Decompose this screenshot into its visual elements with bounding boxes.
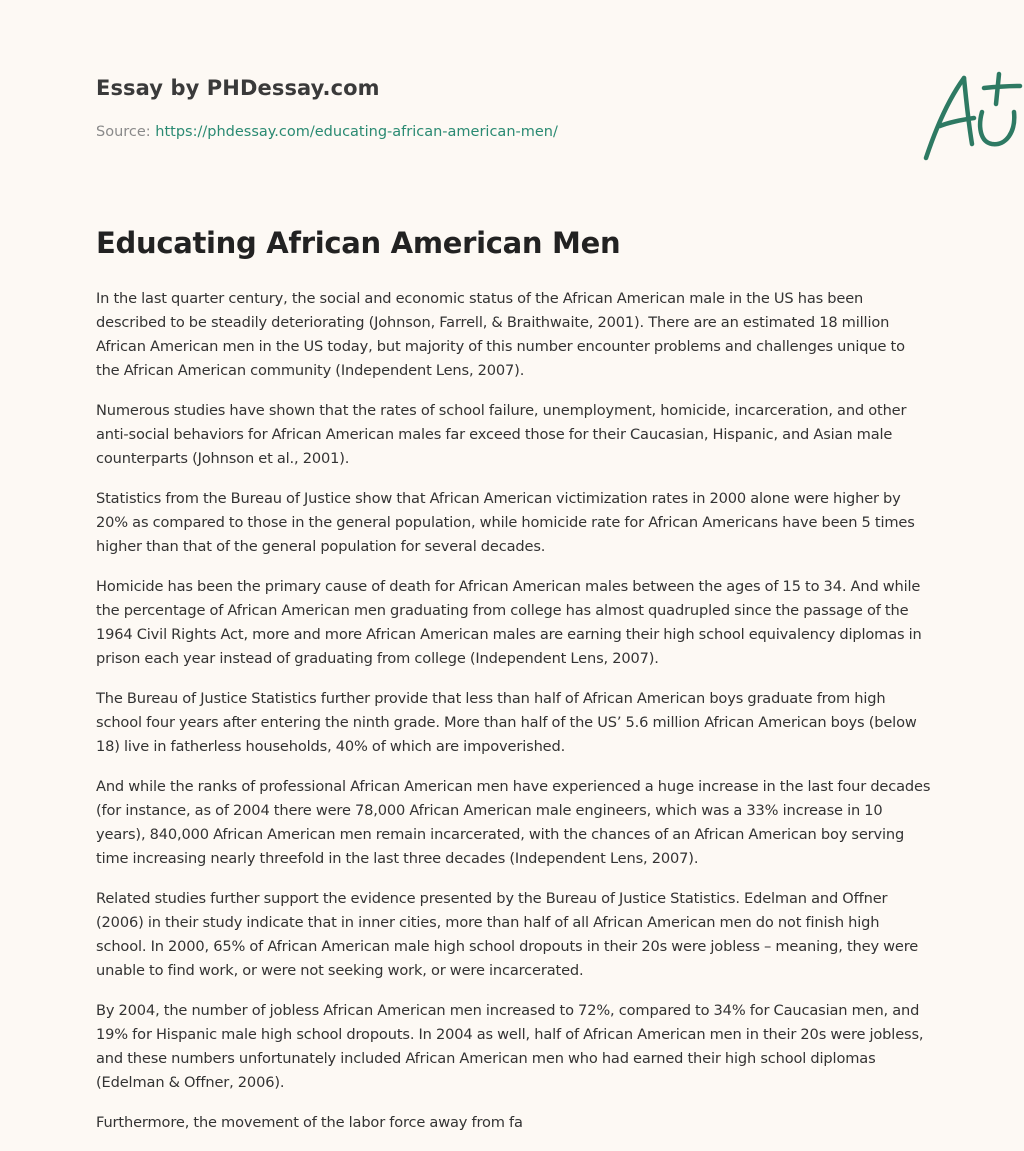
essay-paragraph: In the last quarter century, the social and economic status of the African American male in the US has been described to be steadily deteriorating (Johnson, Farrell, & Braithwaite, 2001). There are an estimated 18 million African American men in the US today, but majority of this number encounter problems and challenges unique to the African American community (Independent Lens, 2007).: [96, 290, 905, 379]
essay-title: Educating African American Men: [96, 226, 621, 260]
a-plus-logo-icon: [916, 68, 1024, 164]
source-link[interactable]: https://phdessay.com/educating-african-american-men/: [155, 124, 558, 140]
essay-paragraph: By 2004, the number of jobless African American men increased to 72%, compared to 34% for Caucasian men, and 19% for Hispanic male high school dropouts. In 2004 as well, half of African American men in their 20s were jobless, and these numbers unfortunately included African American men who had earned their high school diplomas (Edelman & Offner, 2006).: [96, 1002, 924, 1091]
essay-paragraph: The Bureau of Justice Statistics further provide that less than half of African American boys graduate from high school four years after entering the ninth grade. More than half of the US’ 5.6 million African American boys (below 18) live in fatherless households, 40% of which are impoverished.: [96, 690, 917, 755]
essay-paragraph: Homicide has been the primary cause of death for African American males between the ages of 15 to 34. And while the percentage of African American men graduating from college has almost quadrupled since the passage of the 1964 Civil Rights Act, more and more African American males are earning their high school equivalency diplomas in prison each year instead of graduating from college (Independent Lens, 2007).: [96, 578, 922, 667]
essay-paragraph: Related studies further support the evidence presented by the Bureau of Justice Statistics. Edelman and Offner (2006) in their study indicate that in inner cities, more than half of all African American men do not finish high school. In 2000, 65% of African American male high school dropouts in their 20s were jobless – meaning, they were unable to find work, or were not seeking work, or were incarcerated.: [96, 890, 919, 979]
essay-paragraph: And while the ranks of professional African American men have experienced a huge increase in the last four decades (for instance, as of 2004 there were 78,000 African American male engineers, which was a 33% increase in 10 years), 840,000 African American men remain incarcerated, with the chances of an African American boy serving time increasing nearly threefold in the last three decades (Independent Lens, 2007).: [96, 778, 931, 867]
site-brand: Essay by PHDessay.com: [96, 76, 380, 100]
essay-body: [96, 287, 932, 1151]
essay-paragraph: Statistics from the Bureau of Justice show that African American victimization rates in 2000 alone were higher by 20% as compared to those in the general population, while homicide rate for African Americans have been 5 times higher than that of the general population for several decades.: [96, 490, 915, 555]
source-line: [96, 124, 558, 140]
source-label: Source:: [96, 124, 151, 140]
essay-paragraph-truncated: Furthermore, the movement of the labor force away from fa: [96, 1114, 523, 1131]
essay-paragraph: Numerous studies have shown that the rates of school failure, unemployment, homicide, incarceration, and other anti-social behaviors for African American males far exceed those for their Caucasian, Hispanic, and Asian male counterparts (Johnson et al., 2001).: [96, 402, 907, 467]
